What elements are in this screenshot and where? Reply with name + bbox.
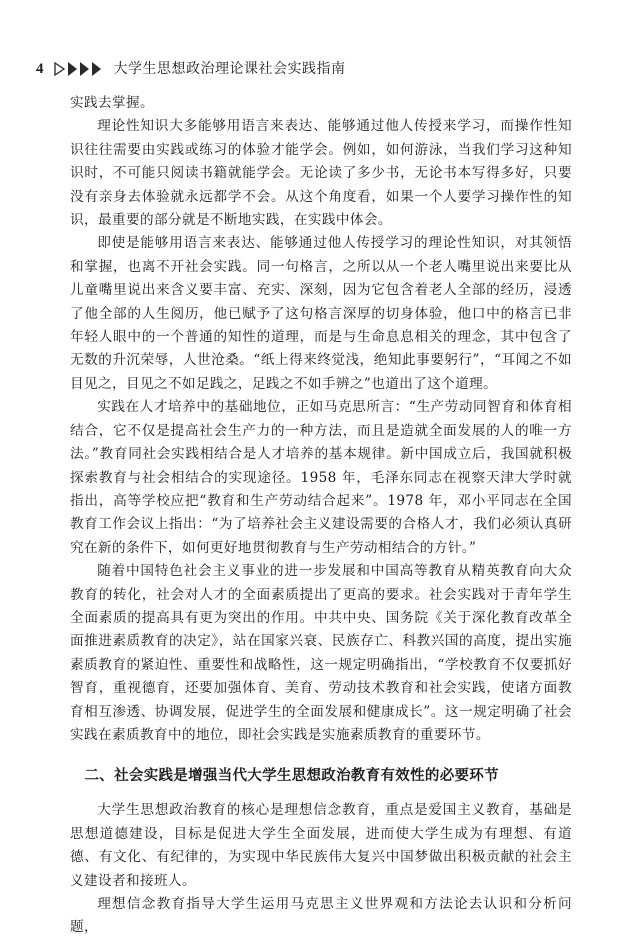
paragraph: 即使是能够用语言来表达、能够通过他人传授学习的理论性知识，对其领悟和掌握，也离不开社会实践。同一句格言，之所以从一个老人嘴里说出来要比从儿童嘴里说出来含义要丰富、充实、深刻，因为它包含着老人全部的经历，浸透了他全部的人生阅历，他已赋予了这句格言深厚的切身体验，他口中的格言已非年轻人眼中的一个普通的知性的道理，而是与生命息息相关的理念，其中包含了无数的升沉荣辱，人世沧桑。“纸上得来终觉浅，绝知此事要躬行”，“耳闻之不如目见之，目见之不如足践之，足践之不如手辨之”也道出了这个道理。 <box>70 235 572 392</box>
paragraph: 实践在人才培养中的基础地位，正如马克思所言：“生产劳动同智育和体育相结合，它不仅是提高社会生产力的一种方法，而且是造就全面发展的人的唯一方法。”教育同社会实践相结合是人才培养的基本规律。新中国成立后，我国就积极探索教育与社会相结合的实现途径。1958 年，毛泽东同志在视察天津大学时就指出，高等学校应把“教育和生产劳动结合起来”。1978 年，邓小平同志在全国教育工作会议上指出：“为了培养社会主义建设需要的合格人才，我们必须认真研究在新的条件下，如何更好地贯彻教育与生产劳动相结合的方针。” <box>70 399 572 556</box>
paragraph: 理论性知识大多能够用语言来表达、能够通过他人传授来学习，而操作性知识往往需要由实践或练习的体验才能学会。例如，如何游泳，当我们学习这种知识时，不可能只阅读书籍就能学会。无论读了多少书，无论书本写得多好，只要没有亲身去体验就永远都学不会。从这个角度看，如果一个人要学习操作性的知识，最重要的部分就是不断地实践，在实践中体会。 <box>70 118 572 229</box>
running-header <box>36 58 346 80</box>
page-number: 4 <box>36 61 44 77</box>
paragraph: 实践去掌握。 <box>70 95 154 111</box>
section-heading: 二、社会实践是增强当代大学生思想政治教育有效性的必要环节 <box>84 768 499 785</box>
chevron-outline-icon <box>54 62 65 76</box>
chevron-decoration <box>54 62 104 76</box>
chevron-right-icon <box>68 62 77 76</box>
paragraph: 理想信念教育指导大学生运用马克思主义世界观和方法论去认识和分析问题， <box>70 896 572 936</box>
paragraph: 随着中国特色社会主义事业的进一步发展和中国高等教育从精英教育向大众教育的转化，社会对人才的全面素质提出了更高的要求。社会实践对于青年学生全面素质的提高具有更为突出的作用。中共中央、国务院《关于深化教育改革全面推进素质教育的决定》，站在国家兴衰、民族存亡、科教兴国的高度，提出实施素质教育的紧迫性、重要性和战略性，这一规定明确指出，“学校教育不仅要抓好智育，重视德育，还要加强体育、美育、劳动技术教育和社会实践，使诸方面教育相互渗透、协调发展，促进学生的全面发展和健康成长”。这一规定明确了社会实践在素质教育中的地位，即社会实践是实施素质教育的重要环节。 <box>70 563 572 743</box>
paragraph: 大学生思想政治教育的核心是理想信念教育，重点是爱国主义教育，基础是思想道德建设，目标是促进大学生全面发展，进而使大学生成为有理想、有道德、有文化、有纪律的，为实现中华民族伟大复兴中国梦做出积极贡献的社会主义建设者和接班人。 <box>70 802 572 889</box>
running-title: 大学生思想政治理论课社会实践指南 <box>113 61 346 77</box>
chevron-right-icon <box>92 62 101 76</box>
chevron-right-icon <box>80 62 89 76</box>
page-body <box>70 92 572 940</box>
